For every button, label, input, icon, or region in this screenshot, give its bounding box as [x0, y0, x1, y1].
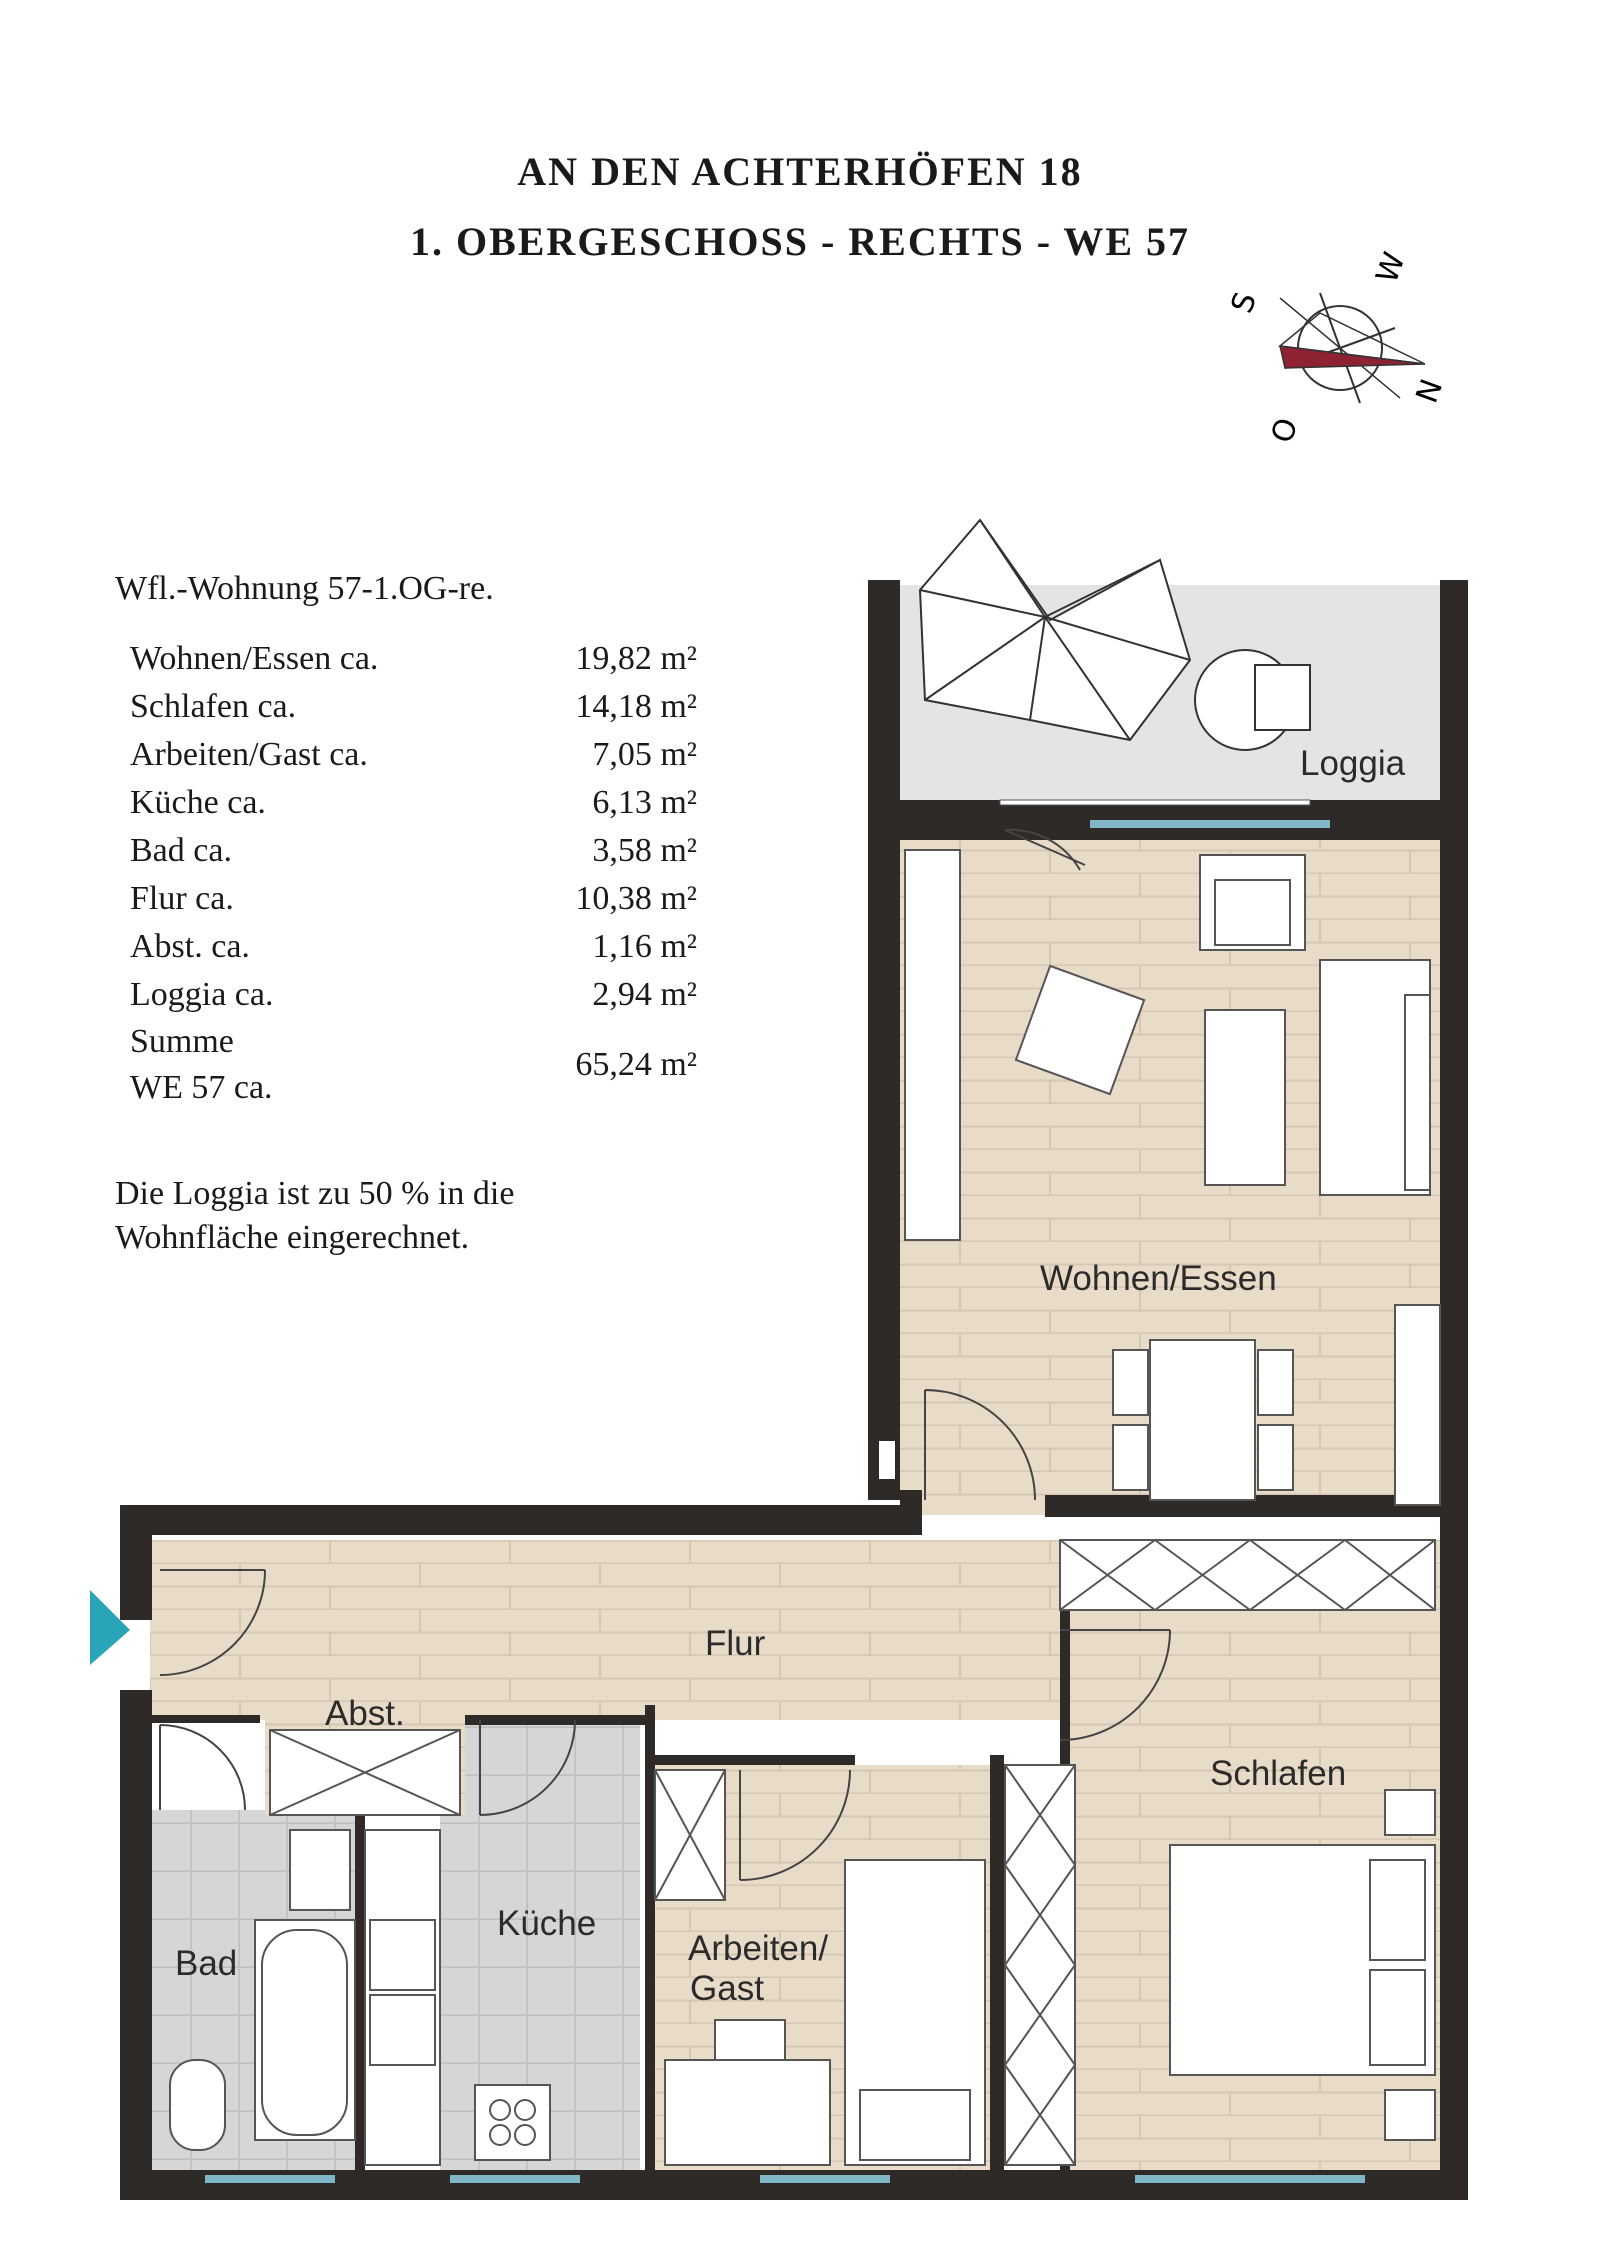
area-row-value: 3,58 m²	[592, 832, 697, 869]
area-row-value: 2,94 m²	[592, 976, 697, 1013]
compass-label-o: O	[1264, 413, 1306, 448]
area-row-value: 1,16 m²	[592, 928, 697, 965]
area-row-value: 7,05 m²	[592, 736, 697, 773]
area-row-value: 19,82 m²	[575, 640, 697, 677]
area-row-name: Bad ca.	[130, 832, 232, 869]
room-label-abst: Abst.	[325, 1694, 405, 1733]
area-row-name: Küche ca.	[130, 784, 266, 821]
room-label-schlafen: Schlafen	[1210, 1754, 1347, 1793]
area-row-value: 10,38 m²	[575, 880, 697, 917]
room-label-flur: Flur	[705, 1624, 766, 1663]
area-row-name: Wohnen/Essen ca.	[130, 640, 379, 677]
room-label-arbeiten: Arbeiten/	[688, 1929, 829, 1968]
area-row-name: Abst. ca.	[130, 928, 250, 965]
unit-subtitle: 1. OBERGESCHOSS - RECHTS - WE 57	[409, 219, 1191, 264]
room-label-kueche: Küche	[497, 1904, 597, 1943]
area-row-name: Arbeiten/Gast ca.	[130, 736, 368, 773]
area-row-name: Schlafen ca.	[130, 688, 297, 725]
compass-label-n: N	[1409, 374, 1451, 408]
floor-plan	[0, 480, 1600, 2230]
compass-label-w: W	[1369, 247, 1413, 288]
compass-label-s: S	[1224, 287, 1265, 318]
area-row-name: Flur ca.	[130, 880, 234, 917]
area-total-value: 65,24 m²	[575, 1046, 697, 1083]
area-row-value: 6,13 m²	[592, 784, 697, 821]
compass-rose	[1220, 240, 1460, 460]
room-label-wohnen: Wohnen/Essen	[1040, 1259, 1277, 1298]
room-label-gast: Gast	[690, 1969, 764, 2008]
room-label-loggia: Loggia	[1300, 744, 1406, 783]
address-title: AN DEN ACHTERHÖFEN 18	[517, 149, 1083, 194]
room-label-bad: Bad	[175, 1944, 238, 1983]
area-heading: Wfl.-Wohnung 57-1.OG-re.	[115, 570, 494, 607]
area-row-value: 14,18 m²	[575, 688, 697, 725]
loggia-note: Die Loggia ist zu 50 % in die Wohnfläche eingerechnet.	[115, 1175, 515, 1256]
area-total-name: Summe WE 57 ca.	[130, 1023, 273, 1106]
area-row-name: Loggia ca.	[130, 976, 274, 1013]
wall-niche	[878, 1440, 896, 1480]
